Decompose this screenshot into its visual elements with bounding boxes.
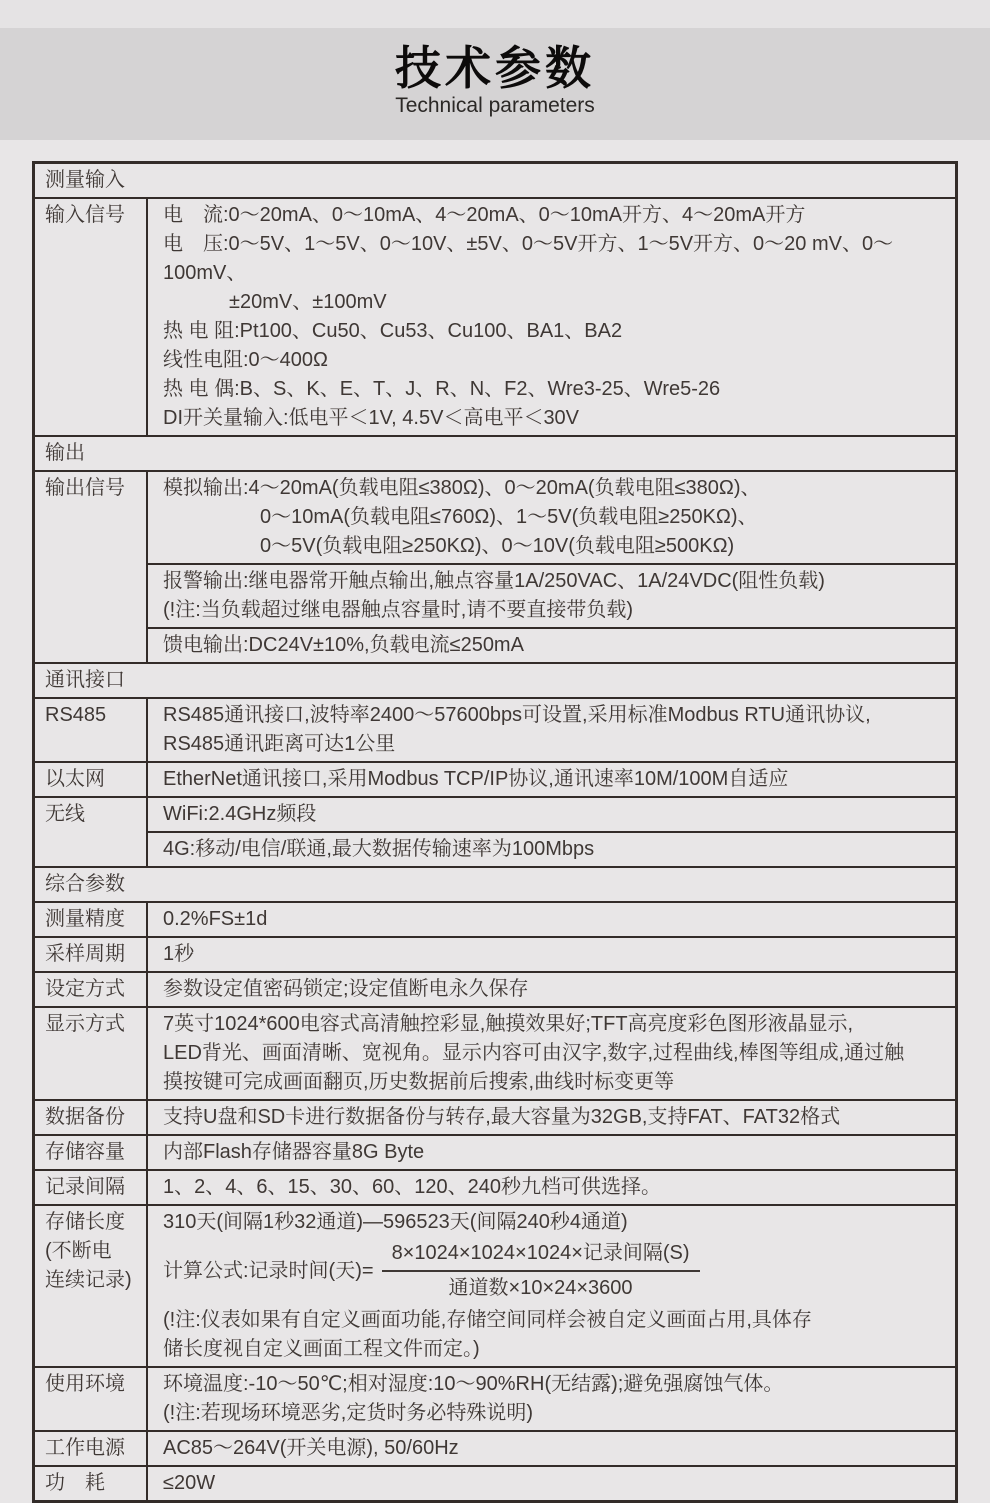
section-title: 测量输入: [45, 169, 125, 191]
spec-line-rs485-1: RS485通讯接口,波特率2400～57600bps可设置,采用标准Modbus RTU通讯协议,: [163, 704, 871, 726]
top-margin-strip: [0, 0, 990, 28]
spec-line-analog-2: 0～10mA(负载电阻≤760Ω)、1～5V(负载电阻≥250KΩ)、: [260, 506, 758, 528]
spec-line-storage-note-2: 储长度视自定义画面工程文件而定。): [163, 1338, 480, 1360]
spec-line-voltage-cont: ±20mV、±100mV: [229, 291, 387, 313]
spec-line-thermocouple: 热 电 偶:B、S、K、E、T、J、R、N、F2、Wre3-25、Wre5-26: [163, 378, 721, 400]
row-content: AC85～264V(开关电源), 50/60Hz: [163, 1437, 459, 1459]
row-content: [148, 199, 955, 435]
spec-line-storage-range: 310天(间隔1秒32通道)—596523天(间隔240秒4通道): [163, 1211, 628, 1233]
row-content: [148, 1368, 955, 1430]
spec-line-rs485-2: RS485通讯距离可达1公里: [163, 733, 396, 755]
row-sampling: [35, 936, 955, 971]
spec-line-voltage: 电 压:0～5V、1～5V、0～10V、±5V、0～5V开方、1～5V开方、0～20 mV、0～100mV、: [163, 233, 894, 284]
row-content: EtherNet通讯接口,采用Modbus TCP/IP协议,通讯速率10M/100M自适应: [163, 768, 789, 790]
row-label: 记录间隔: [35, 1171, 148, 1204]
spec-line-feed: 馈电输出:DC24V±10%,负载电流≤250mA: [163, 634, 524, 656]
page-title: 技术参数: [395, 42, 595, 94]
row-content-stack: [148, 472, 955, 662]
subrow-4g: 4G:移动/电信/联通,最大数据传输速率为100Mbps: [148, 831, 955, 866]
row-input-signal: [35, 197, 955, 435]
row-environment: [35, 1366, 955, 1430]
spec-line-env-2: (!注:若现场环境恶劣,定货时务必特殊说明): [163, 1402, 533, 1424]
section-title: 综合参数: [45, 873, 125, 895]
row-capacity: [35, 1134, 955, 1169]
row-storage-length: [35, 1204, 955, 1366]
spec-line-di: DI开关量输入:低电平＜1V, 4.5V＜高电平＜30V: [163, 407, 580, 429]
subrow-analog-output: [148, 472, 955, 563]
subrow-alarm-output: [148, 563, 955, 627]
row-label: 测量精度: [35, 903, 148, 936]
row-content: 内部Flash存储器容量8G Byte: [163, 1141, 425, 1163]
row-label: 采样周期: [35, 938, 148, 971]
section-title: 输出: [45, 442, 85, 464]
row-label: 工作电源: [35, 1432, 148, 1465]
row-label: 设定方式: [35, 973, 148, 1006]
row-label: [35, 1206, 148, 1366]
row-label: 以太网: [35, 763, 148, 796]
formula-fraction: [382, 1240, 700, 1302]
label-line-3: 连续记录): [45, 1269, 132, 1291]
row-content-stack: [148, 798, 955, 866]
row-wireless: [35, 796, 955, 866]
row-content: 支持U盘和SD卡进行数据备份与转存,最大容量为32GB,支持FAT、FAT32格式: [163, 1106, 841, 1128]
row-consumption: [35, 1465, 955, 1500]
row-label: 显示方式: [35, 1008, 148, 1099]
spec-line-display-3: 摸按键可完成画面翻页,历史数据前后搜索,曲线时标变更等: [163, 1071, 675, 1093]
row-accuracy: [35, 901, 955, 936]
spec-line-display-1: 7英寸1024*600电容式高清触控彩显,触摸效果好;TFT高亮度彩色图形液晶显示,: [163, 1013, 854, 1035]
spec-line-linear-resistance: 线性电阻:0～400Ω: [163, 349, 328, 371]
row-output-signal: [35, 470, 955, 662]
subrow-wifi: WiFi:2.4GHz频段: [163, 803, 317, 825]
row-label: 使用环境: [35, 1368, 148, 1430]
spec-line-analog-1: 模拟输出:4～20mA(负载电阻≤380Ω)、0～20mA(负载电阻≤380Ω)、: [163, 477, 761, 499]
row-content: 参数设定值密码锁定;设定值断电永久保存: [163, 978, 529, 1000]
row-content: 0.2%FS±1d: [163, 908, 268, 930]
label-line-2: (不断电: [45, 1240, 112, 1262]
label-line-1: 存储长度: [45, 1211, 125, 1233]
spec-line-alarm-2: (!注:当负载超过继电器触点容量时,请不要直接带负载): [163, 599, 633, 621]
formula-numerator: 8×1024×1024×1024×记录间隔(S): [382, 1240, 700, 1272]
spec-line-env-1: 环境温度:-10～50℃;相对湿度:10～90%RH(无结露);避免强腐蚀气体。: [163, 1373, 784, 1395]
row-label: 数据备份: [35, 1101, 148, 1134]
section-row-measure-input: [35, 164, 955, 197]
row-display: [35, 1006, 955, 1099]
row-content: [148, 1008, 955, 1099]
spec-table: [32, 161, 958, 1503]
row-backup: [35, 1099, 955, 1134]
row-setting: [35, 971, 955, 1006]
row-content: 1、2、4、6、15、30、60、120、240秒九档可供选择。: [163, 1176, 661, 1198]
row-label: RS485: [35, 699, 148, 761]
spec-line-storage-note-1: (!注:仪表如果有自定义画面功能,存储空间同样会被自定义画面占用,具体存: [163, 1309, 812, 1331]
storage-formula: [163, 1240, 945, 1302]
subrow-feed-output: [148, 627, 955, 662]
row-content: 1秒: [163, 943, 195, 965]
spec-line-current: 电 流:0～20mA、0～10mA、4～20mA、0～10mA开方、4～20mA开方: [163, 204, 806, 226]
section-row-comm: [35, 662, 955, 697]
row-label: 存储容量: [35, 1136, 148, 1169]
spec-line-analog-3: 0～5V(负载电阻≥250KΩ)、0～10V(负载电阻≥500KΩ): [260, 535, 735, 557]
page-subtitle: Technical parameters: [395, 94, 595, 117]
row-content: [148, 1206, 955, 1366]
section-row-output: [35, 435, 955, 470]
spec-line-display-2: LED背光、画面清晰、宽视角。显示内容可由汉字,数字,过程曲线,棒图等组成,通过触: [163, 1042, 905, 1064]
row-label: 功 耗: [35, 1467, 148, 1500]
section-title: 通讯接口: [45, 669, 125, 691]
row-label: 输出信号: [35, 472, 148, 662]
row-interval: [35, 1169, 955, 1204]
formula-prefix: 计算公式:记录时间(天)=: [163, 1259, 374, 1282]
row-content: [148, 699, 955, 761]
spec-line-alarm-1: 报警输出:继电器常开触点输出,触点容量1A/250VAC、1A/24VDC(阻性负载): [163, 570, 825, 592]
row-label: 无线: [35, 798, 148, 866]
formula-denominator: 通道数×10×24×3600: [448, 1277, 633, 1299]
row-label: 输入信号: [35, 199, 148, 435]
row-power: [35, 1430, 955, 1465]
section-row-general: [35, 866, 955, 901]
title-band: [0, 28, 990, 140]
row-ethernet: [35, 761, 955, 796]
row-content: ≤20W: [163, 1472, 216, 1494]
row-rs485: [35, 697, 955, 761]
spec-line-rtd: 热 电 阻:Pt100、Cu50、Cu53、Cu100、BA1、BA2: [163, 320, 623, 342]
